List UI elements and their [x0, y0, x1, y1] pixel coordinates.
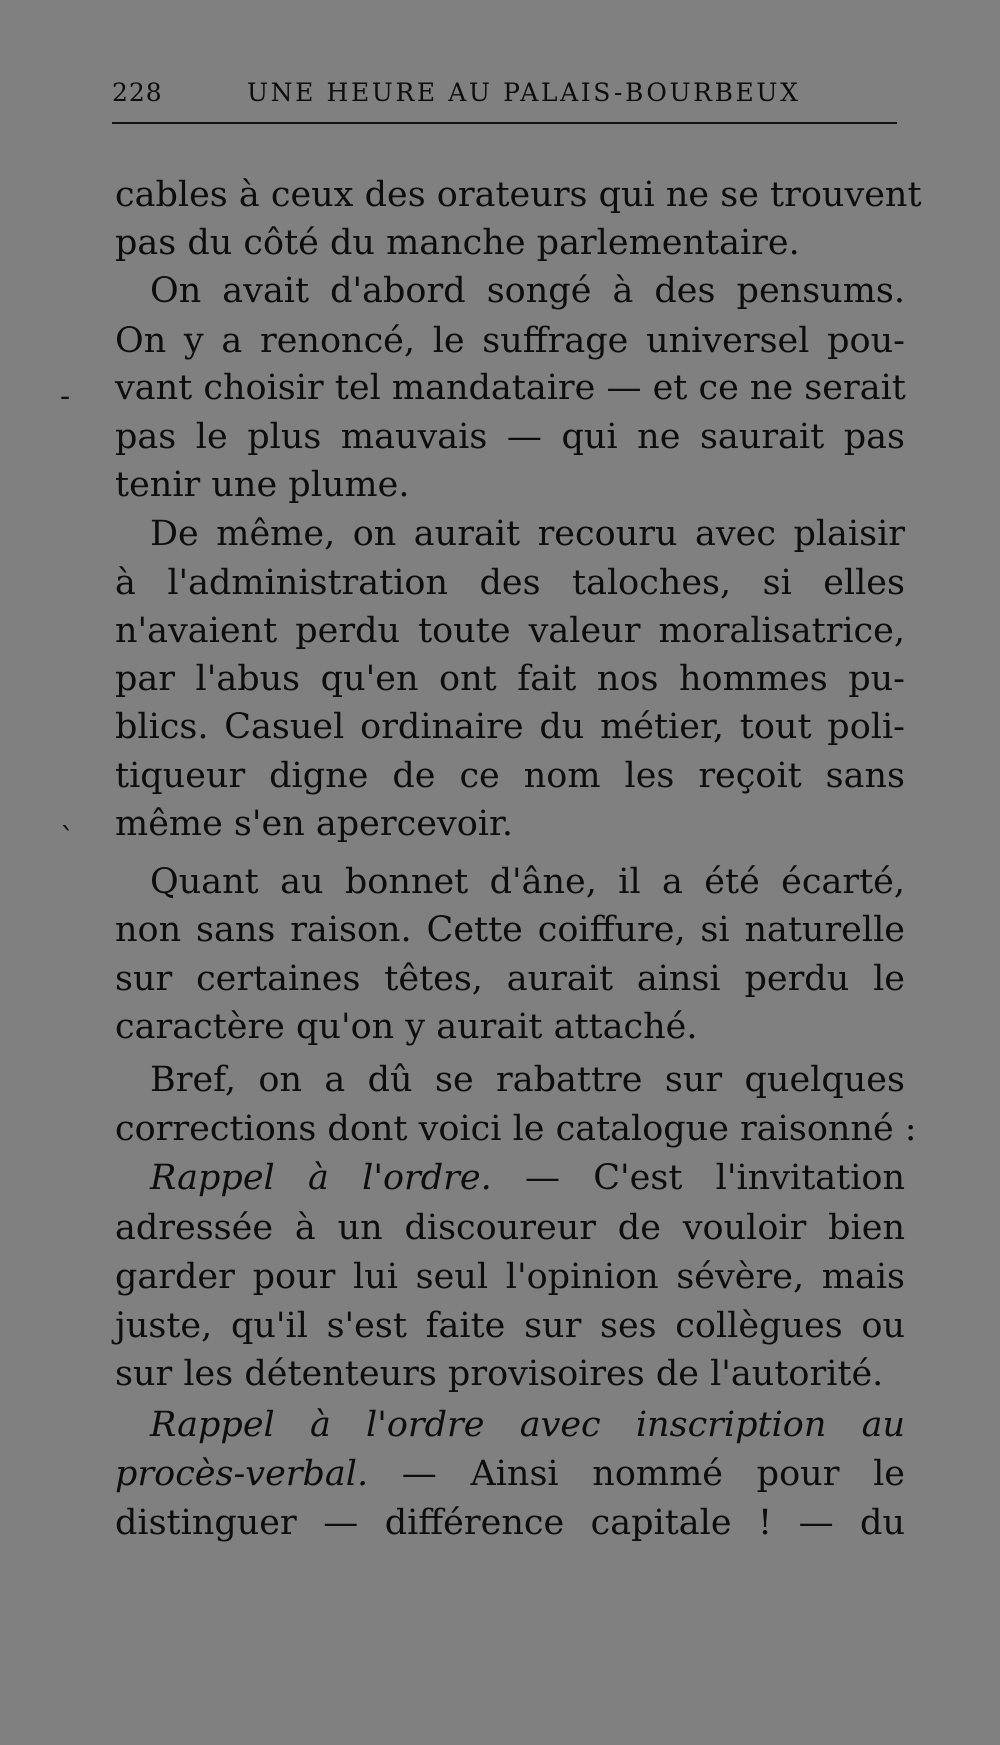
text-line [115, 1004, 905, 1050]
text-segment: cables à ceux des orateurs qui ne se trouvent [115, 175, 922, 215]
text-line [115, 318, 905, 364]
text-line [115, 560, 905, 606]
text-segment: adressée à un discoureur de vouloir bien [115, 1208, 905, 1248]
text-segment: même s'en apercevoir. [115, 804, 513, 844]
margin-mark: - [60, 379, 71, 414]
italic-term: Rappel à l'ordre. [150, 1158, 492, 1198]
text-line [115, 907, 905, 953]
text-line [115, 1254, 905, 1300]
header-rule [112, 122, 897, 124]
margin-mark: ` [60, 822, 75, 857]
italic-term: procès-verbal. [115, 1454, 369, 1494]
text-line [115, 1303, 905, 1349]
text-line [115, 1451, 905, 1497]
text-segment: De même, on aurait recouru avec plaisir [150, 514, 905, 554]
text-line [150, 859, 905, 905]
text-line [115, 704, 905, 750]
text-segment: blics. Casuel ordinaire du métier, tout poli- [115, 707, 905, 747]
text-segment: — C'est l'invitation [491, 1158, 905, 1198]
text-line [150, 1057, 905, 1103]
italic-term: Rappel à l'ordre avec inscription au [150, 1405, 905, 1445]
text-segment: Quant au bonnet d'âne, il a été écarté, [150, 862, 905, 902]
text-line [115, 753, 905, 799]
text-segment: pas du côté du manche parlementaire. [115, 223, 800, 263]
text-line [115, 801, 905, 847]
text-segment: On y a renoncé, le suffrage universel pou- [115, 321, 905, 361]
text-line [115, 1106, 917, 1152]
text-line [150, 1402, 905, 1448]
text-line [150, 511, 905, 557]
text-segment: à l'administration des taloches, si elles [115, 563, 905, 603]
text-line [115, 608, 905, 654]
text-line [115, 172, 922, 218]
text-segment: sur certaines têtes, aurait ainsi perdu le [115, 959, 905, 999]
page-number: 228 [112, 78, 163, 107]
text-segment: non sans raison. Cette coiffure, si naturelle [115, 910, 905, 950]
text-segment: garder pour lui seul l'opinion sévère, mais [115, 1257, 905, 1297]
text-line [115, 1205, 905, 1251]
text-segment: corrections dont voici le catalogue raisonné : [115, 1109, 917, 1149]
text-line [115, 956, 905, 1002]
text-segment: distinguer — différence capitale ! — du [115, 1503, 905, 1543]
page-header [112, 78, 897, 118]
text-segment: sur les détenteurs provisoires de l'autorité. [115, 1354, 884, 1394]
text-segment: Bref, on a dû se rabattre sur quelques [150, 1060, 905, 1100]
running-title: UNE HEURE AU PALAIS-BOURBEUX [247, 78, 801, 107]
text-line [115, 365, 905, 411]
text-line [150, 1155, 905, 1201]
text-line [115, 414, 905, 460]
text-segment: caractère qu'on y aurait attaché. [115, 1007, 698, 1047]
text-line [115, 656, 905, 702]
text-line [115, 462, 905, 508]
text-line [115, 1500, 905, 1546]
text-segment: juste, qu'il s'est faite sur ses collègues ou [115, 1306, 905, 1346]
text-line [115, 1351, 905, 1397]
text-segment: par l'abus qu'en ont fait nos hommes pu- [115, 659, 905, 699]
text-segment: tenir une plume. [115, 465, 410, 505]
text-line [115, 220, 905, 266]
text-segment: On avait d'abord songé à des pensums. [150, 271, 905, 311]
text-segment: — Ainsi nommé pour le [368, 1454, 905, 1494]
text-segment: pas le plus mauvais — qui ne saurait pas [115, 417, 905, 457]
text-segment: vant choisir tel mandataire — et ce ne serait [115, 368, 906, 408]
text-line [150, 268, 905, 314]
text-segment: n'avaient perdu toute valeur moralisatrice, [115, 611, 905, 651]
text-segment: tiqueur digne de ce nom les reçoit sans [115, 756, 905, 796]
